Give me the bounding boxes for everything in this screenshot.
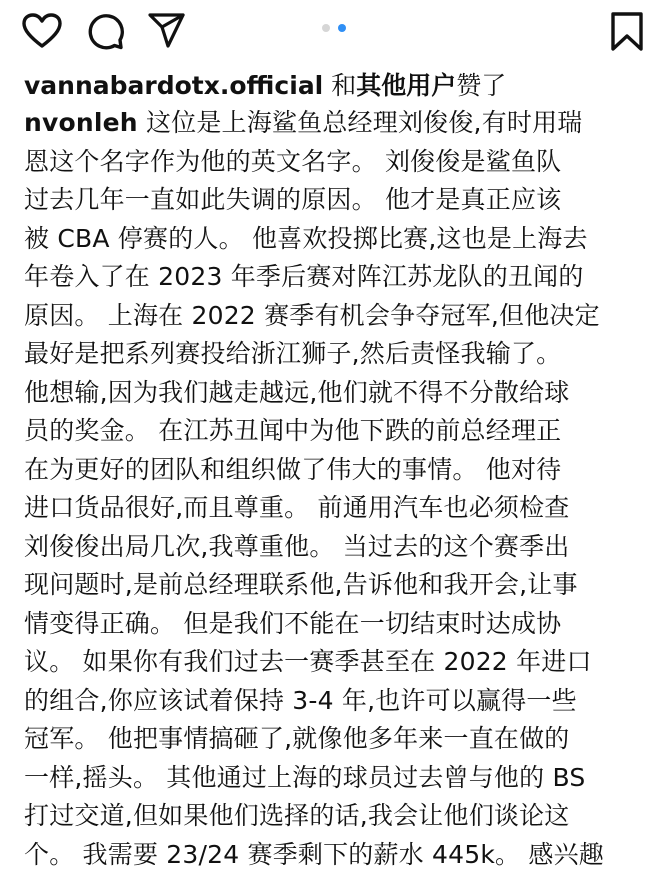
caption-text: 这位是上海鲨鱼总经理刘俊俊,有时用瑞 <box>138 108 583 137</box>
caption-line: 现问题时,是前总经理联系他,告诉他和我开会,让事 <box>24 566 644 605</box>
post-caption <box>24 104 644 874</box>
caption-line: 恩这个名字作为他的英文名字。 刘俊俊是鲨鱼队 <box>24 143 644 182</box>
caption-line: 最好是把系列赛投给浙江狮子,然后责怪我输了。 <box>24 335 644 374</box>
caption-line: 冠军。 他把事情搞砸了,就像他多年来一直在做的 <box>24 720 644 759</box>
caption-line: 原因。 上海在 2022 赛季有机会争夺冠军,但他决定 <box>24 297 644 336</box>
caption-line: 被 CBA 停赛的人。 他喜欢投掷比赛,这也是上海去 <box>24 220 644 259</box>
caption-line: 的组合,你应该试着保持 3-4 年,也许可以赢得一些 <box>24 682 644 721</box>
liked-by-username[interactable]: vannabardotx.official <box>24 71 323 100</box>
caption-line: 他想输,因为我们越走越远,他们就不得不分散给球 <box>24 374 644 413</box>
caption-line <box>24 104 644 143</box>
carousel-dot[interactable] <box>322 24 330 32</box>
caption-line: 年卷入了在 2023 年季后赛对阵江苏龙队的丑闻的 <box>24 258 644 297</box>
caption-line: 个。 我需要 23/24 赛季剩下的薪水 445k。 感兴趣 <box>24 836 644 874</box>
likes-summary <box>24 66 644 106</box>
bookmark-icon[interactable] <box>610 12 644 52</box>
caption-line: 议。 如果你有我们过去一赛季甚至在 2022 年进口 <box>24 643 644 682</box>
post-action-bar <box>0 0 660 66</box>
likes-others-link[interactable]: 其他用户 <box>356 71 456 100</box>
caption-username[interactable]: nvonleh <box>24 108 138 137</box>
caption-line: 过去几年一直如此失调的原因。 他才是真正应该 <box>24 181 644 220</box>
heart-icon[interactable] <box>22 13 62 49</box>
comment-icon[interactable] <box>86 12 124 50</box>
likes-suffix: 赞了 <box>456 71 506 100</box>
carousel-indicator <box>322 24 352 34</box>
caption-line: 一样,摇头。 其他通过上海的球员过去曾与他的 BS <box>24 759 644 798</box>
caption-line: 在为更好的团队和组织做了伟大的事情。 他对待 <box>24 451 644 490</box>
caption-line: 员的奖金。 在江苏丑闻中为他下跌的前总经理正 <box>24 412 644 451</box>
share-icon[interactable] <box>148 13 186 49</box>
caption-line: 打过交道,但如果他们选择的话,我会让他们谈论这 <box>24 797 644 836</box>
likes-connector: 和 <box>323 71 356 100</box>
caption-line: 进口货品很好,而且尊重。 前通用汽车也必须检查 <box>24 489 644 528</box>
carousel-dot-active[interactable] <box>338 24 346 32</box>
caption-line: 刘俊俊出局几次,我尊重他。 当过去的这个赛季出 <box>24 528 644 567</box>
caption-line: 情变得正确。 但是我们不能在一切结束时达成协 <box>24 605 644 644</box>
